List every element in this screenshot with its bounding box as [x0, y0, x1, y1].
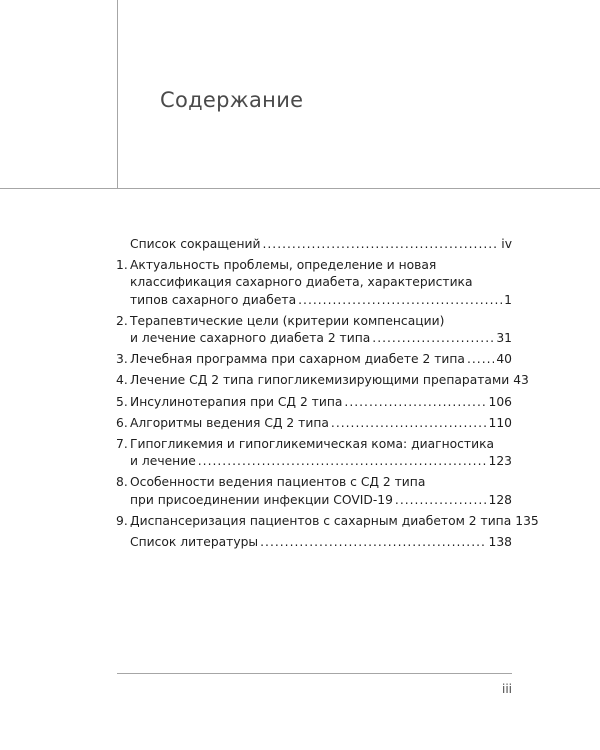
toc-entry-number: 7. [116, 437, 128, 452]
toc-entry-page: 43 [513, 373, 529, 388]
toc-entry-text: Особенности ведения пациентов с СД 2 типа [130, 475, 426, 490]
toc-entry-number: 8. [116, 475, 128, 490]
toc-entry-page: 123 [488, 454, 512, 469]
toc-entry[interactable] [116, 513, 539, 530]
toc-entry-text: Алгоритмы ведения СД 2 типа [130, 415, 329, 430]
toc-entry[interactable] [116, 534, 512, 551]
vertical-rule [117, 0, 118, 189]
toc-entry-number: 6. [116, 415, 128, 430]
toc-entry-text: классификация сахарного диабета, характеристика [130, 275, 473, 290]
toc-entry-number: 2. [116, 313, 128, 328]
dot-leader [260, 534, 486, 551]
dot-leader [372, 330, 494, 347]
toc-entry-number [116, 236, 130, 253]
toc-entry-text: Инсулинотерапия при СД 2 типа [130, 394, 343, 409]
toc-entry-page: 1 [504, 292, 512, 307]
toc-entry[interactable] [116, 236, 512, 253]
page-number: iii [501, 682, 512, 696]
dot-leader [198, 453, 487, 470]
dot-leader [298, 292, 502, 309]
toc-entry[interactable] [116, 436, 512, 470]
toc-entry-number [116, 534, 130, 551]
toc-entry-text: и лечение [130, 454, 196, 469]
toc-entry[interactable] [116, 313, 512, 347]
dot-leader [467, 351, 494, 368]
dot-leader [395, 492, 487, 509]
toc-entry-text: Диспансеризация пациентов с сахарным диабетом 2 типа [130, 513, 512, 528]
toc-entry-text: Список сокращений [130, 237, 261, 251]
toc-entry[interactable] [116, 372, 529, 389]
toc-entry-text: Актуальность проблемы, определение и новая [130, 258, 437, 273]
toc-entry-text: Лечение СД 2 типа гипогликемизирующими препаратами [130, 373, 510, 388]
toc-entry-number: 3. [116, 352, 128, 367]
toc-entry[interactable] [116, 415, 512, 432]
dot-leader [331, 415, 487, 432]
toc-entry-page: 128 [488, 492, 512, 507]
toc-entry-page: 135 [515, 513, 539, 528]
toc-entry[interactable] [116, 474, 512, 508]
table-of-contents [116, 236, 539, 555]
dot-leader [262, 236, 499, 253]
toc-entry[interactable] [116, 351, 512, 368]
toc-entry[interactable] [116, 257, 512, 309]
toc-entry-text: Терапевтические цели (критерии компенсации) [130, 313, 445, 328]
toc-entry-number: 5. [116, 394, 128, 409]
toc-entry-page: 106 [488, 394, 512, 409]
toc-entry-number: 9. [116, 513, 128, 528]
footer-rule [117, 673, 512, 674]
toc-entry-number: 1. [116, 258, 128, 273]
toc-entry-page: 110 [488, 415, 512, 430]
header-rule [0, 188, 600, 189]
toc-entry-page: 31 [496, 331, 512, 346]
toc-entry-page: 138 [488, 535, 512, 550]
page-title: Содержание [160, 88, 304, 112]
toc-entry-text: Гипогликемия и гипогликемическая кома: диагностика [130, 437, 495, 452]
toc-entry-text: и лечение сахарного диабета 2 типа [130, 331, 371, 346]
toc-entry-text: Список литературы [130, 535, 259, 550]
toc-entry-text: при присоединении инфекции COVID-19 [130, 492, 393, 507]
dot-leader [344, 394, 486, 411]
toc-entry-page: iv [501, 237, 512, 251]
toc-entry-text: типов сахарного диабета [130, 292, 297, 307]
toc-entry-page: 40 [496, 352, 512, 367]
toc-entry-text: Лечебная программа при сахарном диабете 2 типа [130, 352, 465, 367]
toc-entry-number: 4. [116, 373, 128, 388]
toc-entry[interactable] [116, 394, 512, 411]
